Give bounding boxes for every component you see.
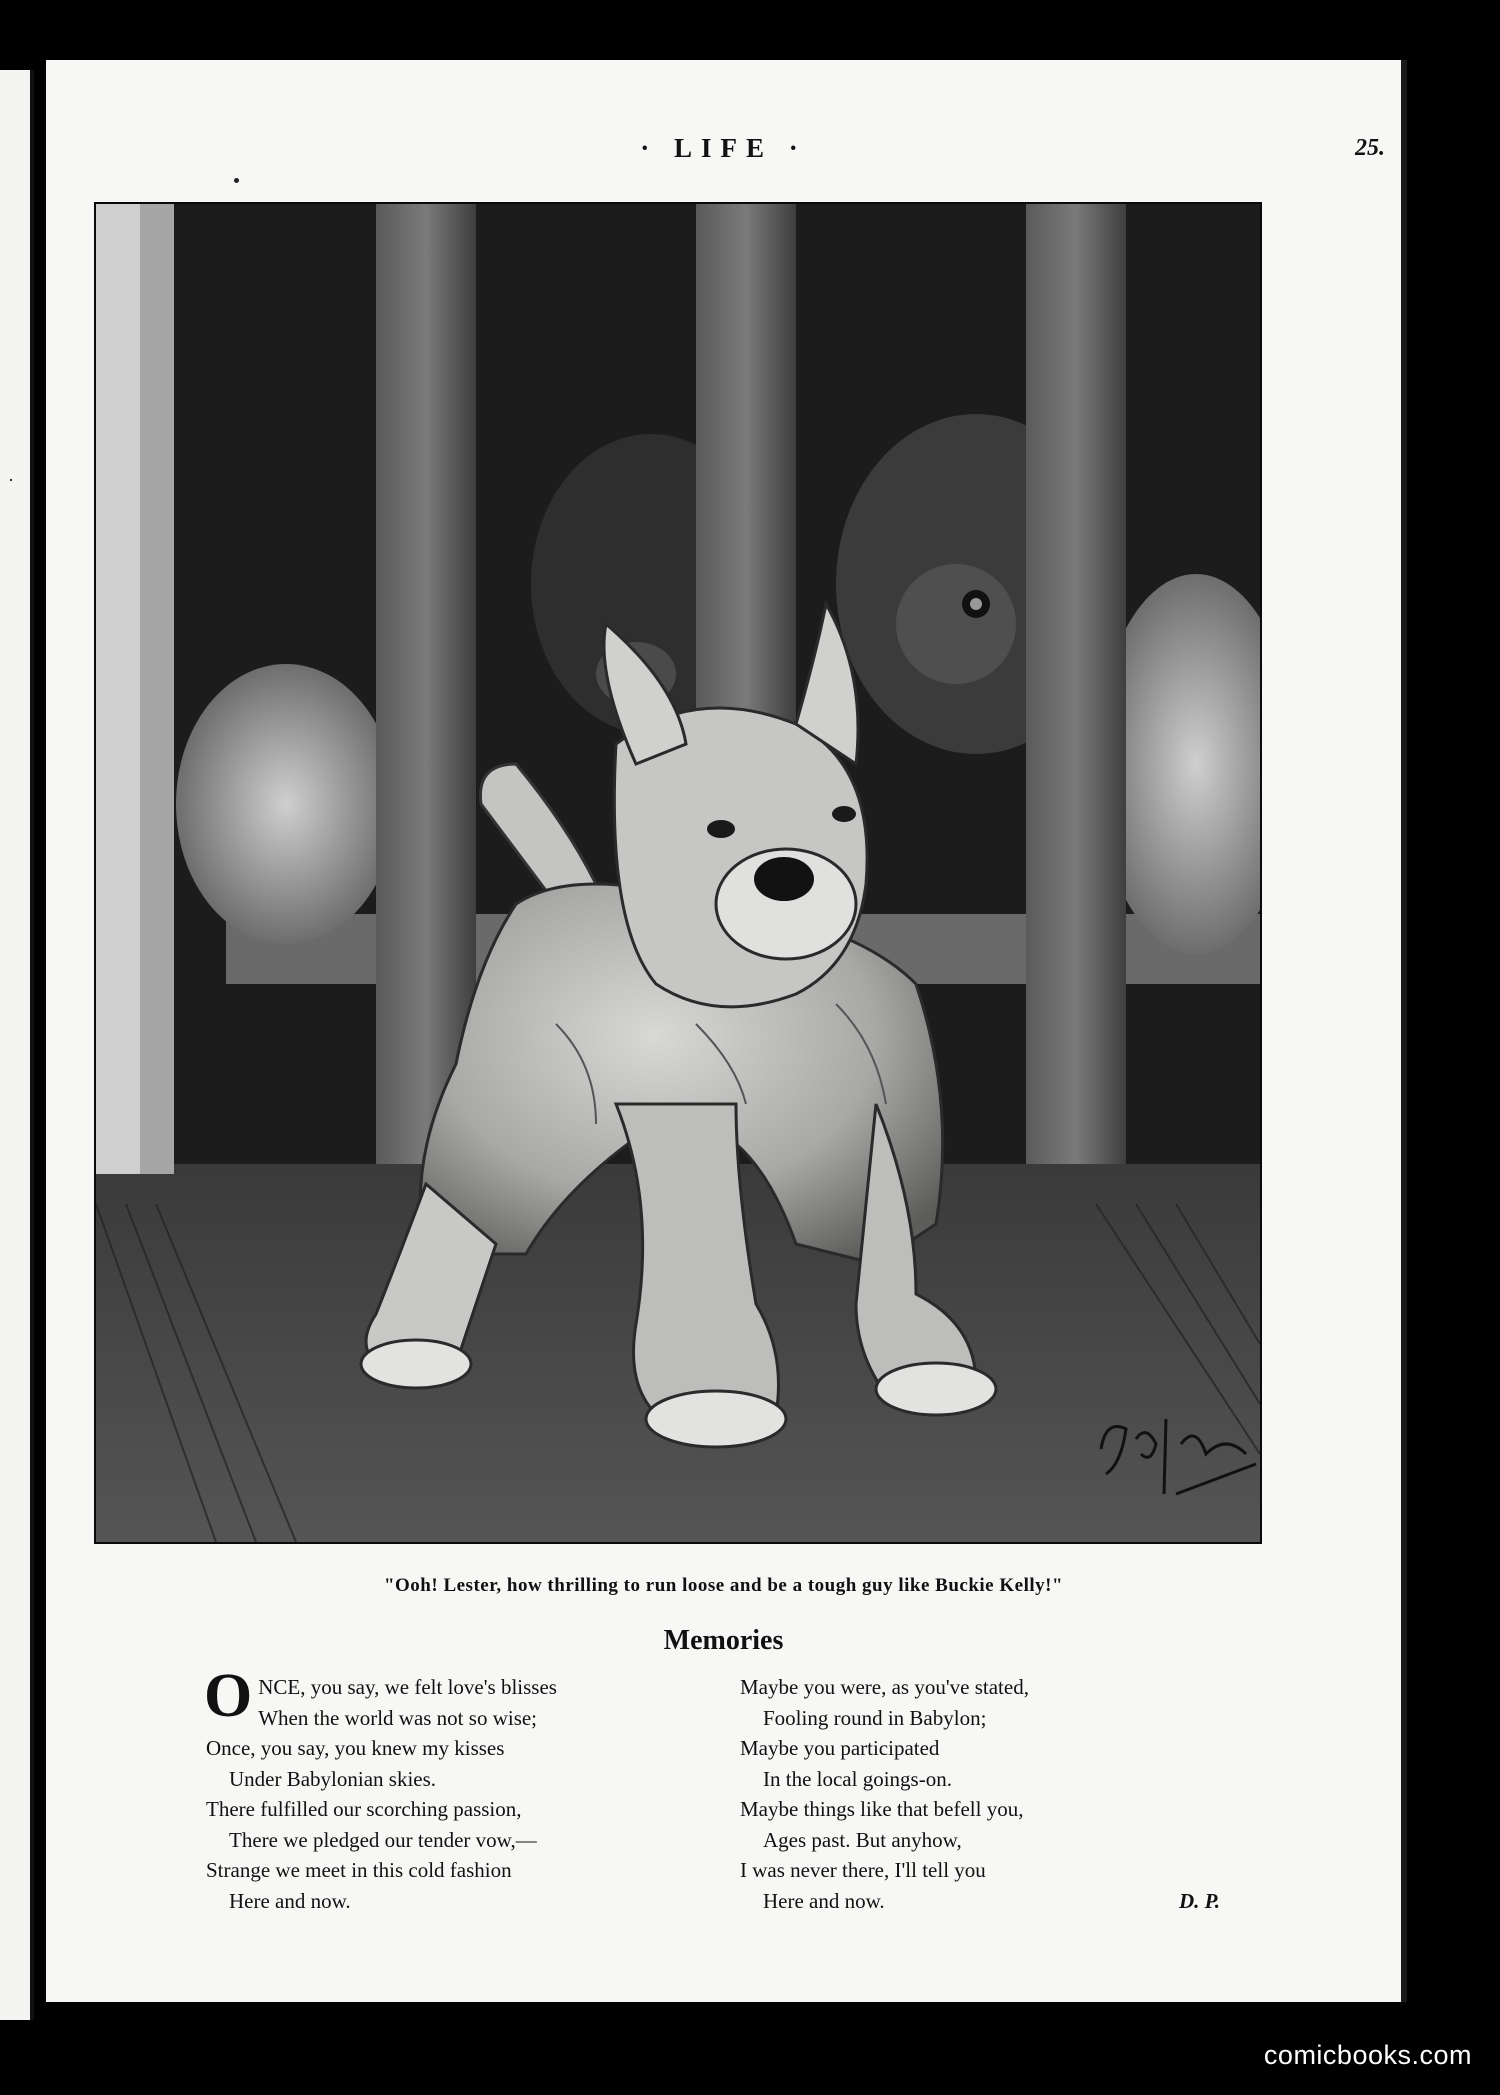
poem-title: Memories [663,1625,784,1656]
cage-bar-3 [1026,204,1126,1164]
cage-bar-1 [376,204,476,1164]
drop-cap: O [204,1662,253,1730]
poem-line: When the world was not so wise; [258,1705,538,1730]
fluffy-tail-left [176,664,396,944]
running-head: · LIFE · [640,133,807,163]
illustration [94,202,1262,1544]
poem-line: Ages past. But anyhow, [763,1827,962,1852]
poem-line: Maybe you participated [740,1736,940,1760]
facing-page-edge [0,70,34,2020]
poem-line: Under Babylonian skies. [229,1766,437,1791]
magazine-page [46,60,1401,2002]
page-right-edge [1401,60,1407,2002]
watermark: comicbooks.com [1263,2040,1472,2070]
poem-line: Maybe you were, as you've stated, [740,1675,1029,1699]
dog-illustration-svg [96,204,1260,1542]
stray-ink-dot [234,178,239,183]
poem-left-stanza [204,1662,676,1916]
poem-line: In the local goings-on. [763,1766,952,1791]
facing-page-mark: · [8,470,14,490]
poem-line: There we pledged our tender vow,— [229,1827,537,1852]
poem-line: ONCE, you say, we felt love's blisses [204,1662,557,1730]
poem-line: I was never there, I'll tell you [740,1858,986,1882]
poem-line: There fulfilled our scorching passion, [206,1797,522,1821]
author-signature: D. P. [1178,1888,1220,1913]
poem-line: Here and now. [229,1888,351,1913]
poem-line: Here and now. D. P. [740,1886,1210,1917]
poem-line: Once, you say, you knew my kisses [206,1736,505,1760]
poem-line: Maybe things like that befell you, [740,1797,1024,1821]
poem-right-stanza [740,1672,1220,1916]
poem-line: Fooling round in Babylon; [763,1705,987,1730]
illustration-caption: "Ooh! Lester, how thrilling to run loose and be a tough guy like Buckie Kelly!" [383,1575,1064,1596]
poem-line: Strange we meet in this cold fashion [206,1858,512,1882]
page-header [46,133,1401,173]
page-number: 25. [1355,135,1385,161]
